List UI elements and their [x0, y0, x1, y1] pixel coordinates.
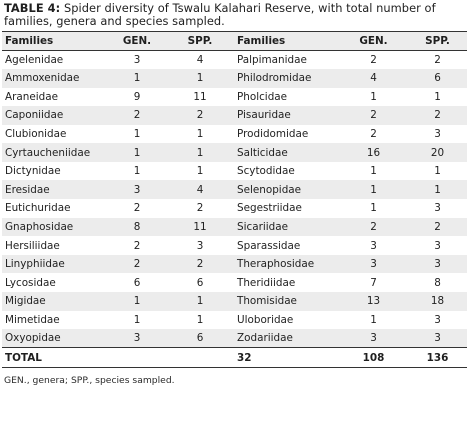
species-right: 3 — [434, 202, 441, 215]
species-right: 8 — [434, 276, 441, 289]
table-footnote: GEN., genera; SPP., species sampled. — [4, 375, 175, 387]
genera-right: 7 — [370, 276, 377, 289]
genera-right: 1 — [370, 165, 377, 178]
genera-right: 2 — [343, 218, 404, 237]
genera-right: 1 — [370, 313, 377, 326]
species-left: 4 — [196, 53, 204, 66]
total-row — [2, 348, 467, 368]
genera-left: 6 — [133, 276, 141, 289]
family-left: Clubionidae — [5, 127, 67, 140]
species-right: 1 — [434, 165, 441, 178]
table-row — [2, 199, 467, 218]
genera-left: 2 — [133, 239, 141, 252]
species-right: 1 — [434, 90, 441, 103]
species-left: 1 — [166, 143, 234, 162]
species-right: 3 — [434, 239, 441, 252]
family-left: Ammoxenidae — [2, 69, 108, 88]
species-right: 2 — [404, 218, 467, 237]
species-right: 6 — [404, 69, 467, 88]
genera-right: 2 — [370, 127, 377, 140]
family-right: Pisauridae — [234, 106, 343, 125]
family-right: Sparassidae — [237, 239, 301, 252]
total-genera: 108 — [343, 348, 404, 368]
species-left: 1 — [196, 127, 204, 140]
family-right: Segestriidae — [237, 202, 302, 215]
species-right: 20 — [404, 143, 467, 162]
family-left: Eutichuridae — [5, 202, 71, 215]
genera-left: 3 — [108, 180, 166, 199]
species-right: 1 — [404, 180, 467, 199]
family-left: Agelenidae — [5, 53, 64, 66]
caption-label: TABLE 4: — [4, 1, 61, 15]
genera-right: 2 — [370, 53, 377, 66]
family-left: Dictynidae — [5, 165, 61, 178]
col-header-species-right: SPP. — [404, 31, 467, 50]
genera-left: 1 — [108, 292, 166, 311]
family-right: Salticidae — [234, 143, 343, 162]
family-right: Theraphosidae — [234, 255, 343, 274]
family-left: Linyphiidae — [2, 255, 108, 274]
genera-left: 2 — [108, 106, 166, 125]
total-empty-species — [166, 348, 234, 368]
spider-diversity-table — [2, 31, 467, 369]
genera-right: 1 — [343, 180, 404, 199]
family-left: Hersiliidae — [5, 239, 60, 252]
table-row — [2, 106, 467, 125]
family-left: Caponiidae — [2, 106, 108, 125]
family-left: Oxyopidae — [2, 329, 108, 348]
family-left: Gnaphosidae — [2, 218, 108, 237]
family-left: Cyrtaucheniidae — [2, 143, 108, 162]
table-row — [2, 125, 467, 144]
family-left: Lycosidae — [5, 276, 56, 289]
table-row — [2, 273, 467, 292]
family-right: Thomisidae — [234, 292, 343, 311]
species-right: 3 — [404, 329, 467, 348]
family-right: Scytodidae — [237, 165, 295, 178]
family-left: Araneidae — [5, 90, 58, 103]
genera-left: 1 — [108, 69, 166, 88]
species-right: 2 — [404, 106, 467, 125]
genera-right: 2 — [343, 106, 404, 125]
species-left: 1 — [196, 313, 204, 326]
genera-left: 1 — [133, 313, 141, 326]
genera-right: 4 — [343, 69, 404, 88]
species-right: 2 — [434, 53, 441, 66]
col-header-genera-left: GEN. — [108, 31, 166, 50]
species-left: 2 — [166, 255, 234, 274]
family-right: Prodidomidae — [237, 127, 309, 140]
table-body — [2, 50, 467, 368]
header-row — [2, 31, 467, 50]
family-left: Eresidae — [2, 180, 108, 199]
table-row — [2, 311, 467, 330]
genera-right: 1 — [370, 202, 377, 215]
family-right: Uloboridae — [237, 313, 294, 326]
genera-right: 3 — [343, 329, 404, 348]
family-right: Palpimanidae — [237, 53, 307, 66]
species-right: 3 — [404, 255, 467, 274]
genera-left: 1 — [133, 165, 141, 178]
family-right: Theridiidae — [237, 276, 296, 289]
table-caption — [4, 2, 465, 29]
species-right: 3 — [434, 313, 441, 326]
genera-right: 13 — [343, 292, 404, 311]
species-left: 11 — [166, 218, 234, 237]
genera-left: 1 — [133, 127, 141, 140]
species-left: 1 — [166, 69, 234, 88]
species-left: 1 — [166, 292, 234, 311]
family-left: Migidae — [2, 292, 108, 311]
genera-right: 16 — [343, 143, 404, 162]
genera-left: 9 — [133, 90, 141, 103]
table-row — [2, 329, 467, 348]
table-row — [2, 50, 467, 69]
total-label: TOTAL — [2, 348, 108, 368]
total-species: 136 — [404, 348, 467, 368]
species-left: 11 — [193, 90, 207, 103]
family-right: Philodromidae — [234, 69, 343, 88]
genera-right: 3 — [343, 255, 404, 274]
genera-left: 2 — [133, 202, 141, 215]
table-row — [2, 236, 467, 255]
genera-left: 3 — [108, 329, 166, 348]
family-right: Zodariidae — [234, 329, 343, 348]
species-right: 3 — [434, 127, 441, 140]
species-right: 18 — [404, 292, 467, 311]
table-row — [2, 180, 467, 199]
total-families: 32 — [234, 348, 343, 368]
col-header-families-right: Families — [234, 31, 343, 50]
col-header-genera-right: GEN. — [343, 31, 404, 50]
species-left: 2 — [166, 106, 234, 125]
table-row — [2, 255, 467, 274]
genera-left: 2 — [108, 255, 166, 274]
table-container — [2, 2, 465, 386]
table-row — [2, 162, 467, 181]
species-left: 6 — [196, 276, 204, 289]
species-left: 2 — [196, 202, 204, 215]
caption-text: Spider diversity of Tswalu Kalahari Reserve, with total number of families, genera and species sampled. — [4, 1, 436, 29]
family-right: Selenopidae — [234, 180, 343, 199]
family-right: Pholcidae — [237, 90, 288, 103]
table-row — [2, 292, 467, 311]
genera-left: 3 — [133, 53, 141, 66]
table-row — [2, 218, 467, 237]
species-left: 1 — [196, 165, 204, 178]
table-row — [2, 88, 467, 107]
genera-right: 3 — [370, 239, 377, 252]
species-left: 4 — [166, 180, 234, 199]
family-right: Sicariidae — [234, 218, 343, 237]
table-row — [2, 143, 467, 162]
total-empty-genera — [108, 348, 166, 368]
species-left: 6 — [166, 329, 234, 348]
table-row — [2, 69, 467, 88]
genera-left: 8 — [108, 218, 166, 237]
genera-left: 1 — [108, 143, 166, 162]
genera-right: 1 — [370, 90, 377, 103]
species-left: 3 — [196, 239, 204, 252]
col-header-species-left: SPP. — [166, 31, 234, 50]
family-left: Mimetidae — [5, 313, 60, 326]
col-header-families-left: Families — [2, 31, 108, 50]
